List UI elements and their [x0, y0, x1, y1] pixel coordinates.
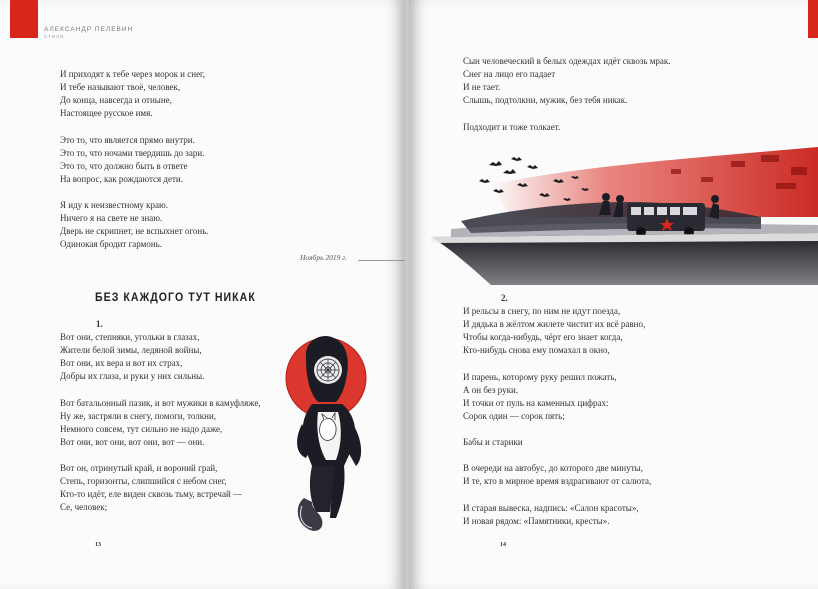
stanza — [60, 331, 204, 383]
verse-line: И старая вывеска, надпись: «Салон красоты», — [463, 503, 639, 513]
poem-date: Ноябрь 2019 г. — [300, 253, 347, 262]
verse-line: До конца, навсегда и отныне, — [60, 95, 172, 105]
verse-line: Вот он, отринутый край, и вороний грай, — [60, 463, 218, 473]
verse-line: А он без руки. — [463, 385, 519, 395]
section-number: 2. — [501, 293, 508, 303]
verse-line: И не тает. — [463, 82, 501, 92]
verse-line: Жители белой зимы, ледяной войны, — [60, 345, 202, 355]
stanza — [463, 55, 671, 107]
verse-line: Добры их глаза, и руки у них сильны. — [60, 371, 205, 381]
verse-line: Вот они, их вера и вот их страх, — [60, 358, 183, 368]
running-header-subtitle: СТИХИ — [44, 34, 65, 39]
page-number: 13 — [95, 542, 101, 548]
verse-line: Снег на лицо его падает — [463, 69, 556, 79]
red-corner-tab — [10, 0, 38, 38]
verse-line: Слышь, подтолкни, мужик, без тебя никак. — [463, 95, 628, 105]
red-corner-tab — [808, 0, 818, 38]
verse-line: Степь, горизонты, слипшийся с небом снег, — [60, 476, 227, 486]
verse-line: Кто-нибудь снова ему помахал в окно, — [463, 345, 610, 355]
right-page — [409, 0, 818, 589]
stanza — [463, 462, 651, 488]
stanza — [463, 371, 617, 423]
verse-line: Бабы и старики — [463, 437, 523, 447]
poem-title: БЕЗ КАЖДОГО ТУТ НИКАК — [95, 290, 256, 304]
stanza — [60, 397, 261, 449]
stanza — [60, 68, 205, 120]
stanza — [60, 199, 209, 251]
running-header-author: АЛЕКСАНДР ПЕЛЕВИН — [44, 26, 134, 33]
verse-line: И новая рядом: «Памятники, кресты». — [463, 516, 610, 526]
verse-line: Се, человек; — [60, 502, 108, 512]
verse-line: И приходят к тебе через морок и снег, — [60, 69, 205, 79]
verse-line: Это то, что ночами твердишь до зари. — [60, 148, 205, 158]
stanza — [463, 305, 645, 357]
left-page — [0, 0, 405, 589]
girl-with-halo-illustration — [282, 328, 378, 534]
verse-line: Подходит и тоже толкает. — [463, 122, 561, 132]
verse-line: И точки от пуль на каменных цифрах: — [463, 398, 609, 408]
verse-line: Сын человеческий в белых одеждах идёт сквозь мрак. — [463, 56, 671, 66]
verse-line: Ну же, застряли в снегу, помоги, толкни, — [60, 411, 217, 421]
verse-line: Чтобы когда-нибудь, чёрт его знает когда, — [463, 332, 623, 342]
verse-line: И рельсы в снегу, по ним не идут поезда, — [463, 306, 621, 316]
verse-line: Немного совсем, тут сильно не надо даже, — [60, 424, 223, 434]
verse-line: Это то, что должно быть в ответе — [60, 161, 188, 171]
verse-line: И парень, которому руку решил пожать, — [463, 372, 617, 382]
verse-line: Это то, что является прямо внутри. — [60, 135, 195, 145]
stanza — [463, 502, 639, 528]
verse-line: Я иду к неизвестному краю. — [60, 200, 168, 210]
bus-in-snow-illustration — [431, 137, 818, 285]
date-rule — [358, 260, 405, 261]
verse-line: Сорок один — сорок пять; — [463, 411, 565, 421]
verse-line: Одинокая бродит гармонь. — [60, 239, 163, 249]
verse-line: Вот батальонный пазик, и вот мужики в камуфляже, — [60, 398, 261, 408]
stanza — [463, 121, 560, 134]
stanza — [60, 462, 242, 514]
stanza — [463, 436, 523, 449]
verse-line: Вот они, степняки, угольки в глазах, — [60, 332, 200, 342]
verse-line: Кто-то идёт, еле виден сквозь тьму, встречай — — [60, 489, 243, 499]
verse-line: И те, кто в мирное время вздрагивают от салюта, — [463, 476, 652, 486]
section-number: 1. — [96, 319, 103, 329]
verse-line: В очереди на автобус, до которого две минуты, — [463, 463, 643, 473]
verse-line: Настоящее русское имя. — [60, 108, 153, 118]
page-number: 14 — [500, 542, 506, 548]
verse-line: Ничего я на свете не знаю. — [60, 213, 163, 223]
verse-line: На вопрос, как рождаются дети. — [60, 174, 183, 184]
verse-line: Дверь не скрипнет, не вспыхнет огонь. — [60, 226, 209, 236]
verse-line: И тебе называют твоё, человек, — [60, 82, 181, 92]
verse-line: И дядька в жёлтом жилете чистит их всё равно, — [463, 319, 646, 329]
stanza — [60, 134, 204, 186]
verse-line: Вот они, вот они, вот они, вот — они. — [60, 437, 205, 447]
